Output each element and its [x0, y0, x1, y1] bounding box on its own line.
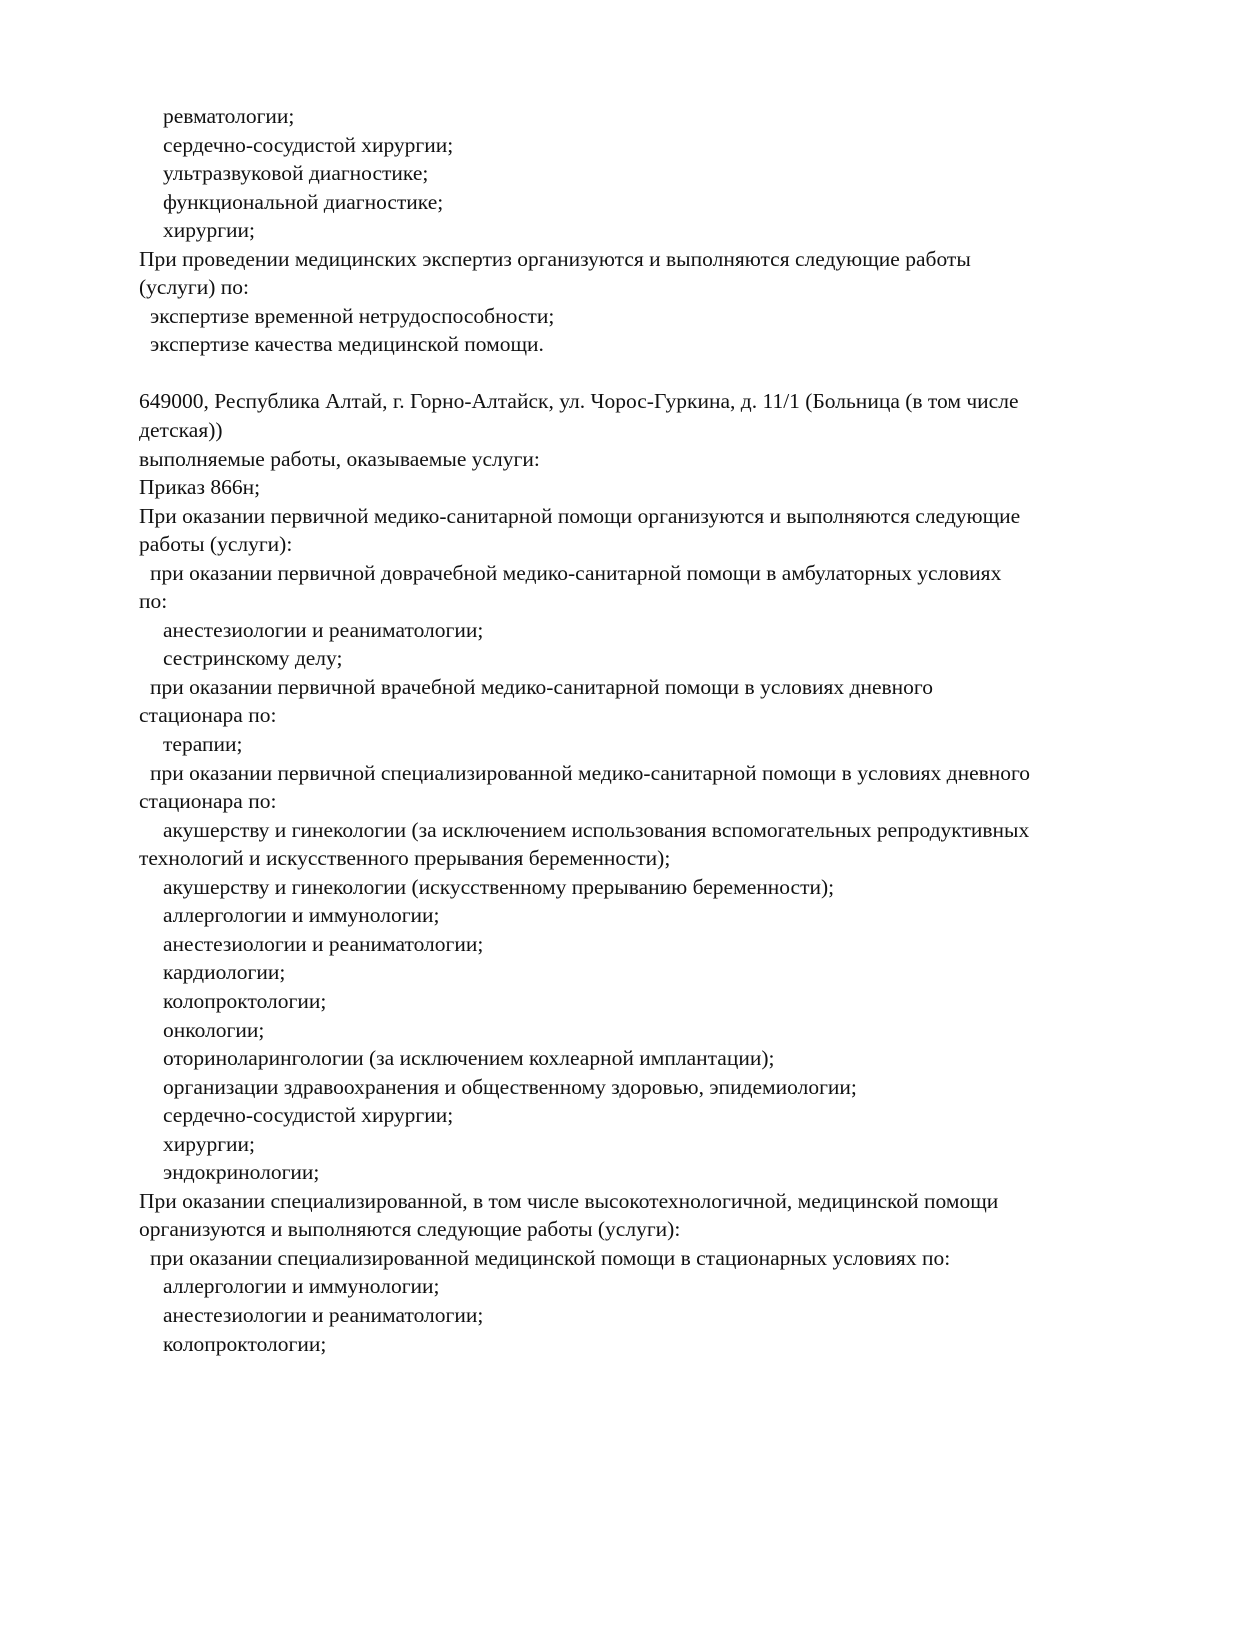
text-line: ультразвуковой диагностике; — [163, 161, 429, 186]
text-line: оториноларингологии (за исключением кохлеарной имплантации); — [163, 1046, 775, 1071]
text-line: сердечно-сосудистой хирургии; — [163, 132, 454, 157]
text-line: детская)) — [139, 418, 223, 443]
text-line: аллергологии и иммунологии; — [163, 1274, 440, 1299]
text-line: организуются и выполняются следующие работы (услуги): — [139, 1217, 681, 1242]
text-line: анестезиологии и реаниматологии; — [163, 931, 484, 956]
text-line: стационара по: — [139, 789, 277, 814]
text-line: по: — [139, 589, 168, 614]
text-line: акушерству и гинекологии (за исключением использования вспомогательных репродуктивных — [163, 817, 1030, 842]
text-line: онкологии; — [163, 1017, 265, 1042]
text-line: экспертизе временной нетрудоспособности; — [150, 303, 555, 328]
text-line: при оказании специализированной медицинской помощи в стационарных условиях по: — [150, 1245, 951, 1270]
text-line: функциональной диагностике; — [163, 189, 444, 214]
text-line: сердечно-сосудистой хирургии; — [163, 1103, 454, 1128]
text-line: при оказании первичной доврачебной медико-санитарной помощи в амбулаторных условиях — [150, 560, 1002, 585]
text-line: (услуги) по: — [139, 275, 250, 300]
text-line: стационара по: — [139, 703, 277, 728]
text-line: аллергологии и иммунологии; — [163, 903, 440, 928]
text-line: колопроктологии; — [163, 988, 327, 1013]
text-line: выполняемые работы, оказываемые услуги: — [139, 446, 540, 471]
text-line: организации здравоохранения и общественному здоровью, эпидемиологии; — [163, 1074, 857, 1099]
text-line: хирургии; — [163, 218, 256, 243]
text-line: При проведении медицинских экспертиз организуются и выполняются следующие работы — [139, 246, 971, 271]
text-line: Приказ 866н; — [139, 475, 261, 500]
text-line: терапии; — [163, 732, 243, 757]
text-line: работы (услуги): — [139, 532, 293, 557]
text-line: акушерству и гинекологии (искусственному прерыванию беременности); — [163, 874, 835, 899]
text-line: эндокринологии; — [163, 1160, 320, 1185]
text-line: при оказании первичной специализированной медико-санитарной помощи в условиях дневного — [150, 760, 1031, 785]
text-line: кардиологии; — [163, 960, 286, 985]
text-line: сестринскому делу; — [163, 646, 343, 671]
text-line: анестезиологии и реаниматологии; — [163, 1302, 484, 1327]
text-line: экспертизе качества медицинской помощи. — [150, 332, 544, 357]
text-line: колопроктологии; — [163, 1331, 327, 1356]
text-line: при оказании первичной врачебной медико-санитарной помощи в условиях дневного — [150, 674, 933, 699]
text-line: ревматологии; — [163, 104, 295, 128]
text-line: анестезиологии и реаниматологии; — [163, 617, 484, 642]
blank-line — [139, 359, 1139, 388]
text-line: хирургии; — [163, 1131, 256, 1156]
text-line: При оказании первичной медико-санитарной помощи организуются и выполняются следующие — [139, 503, 1021, 528]
text-line: 649000, Республика Алтай, г. Горно-Алтайск, ул. Чорос-Гуркина, д. 11/1 (Больница (в том числе — [139, 389, 1019, 414]
text-line: технологий и искусственного прерывания беременности); — [139, 846, 671, 871]
document-body — [139, 102, 1139, 1358]
text-line: При оказании специализированной, в том числе высокотехнологичной, медицинской помощи — [139, 1188, 999, 1213]
